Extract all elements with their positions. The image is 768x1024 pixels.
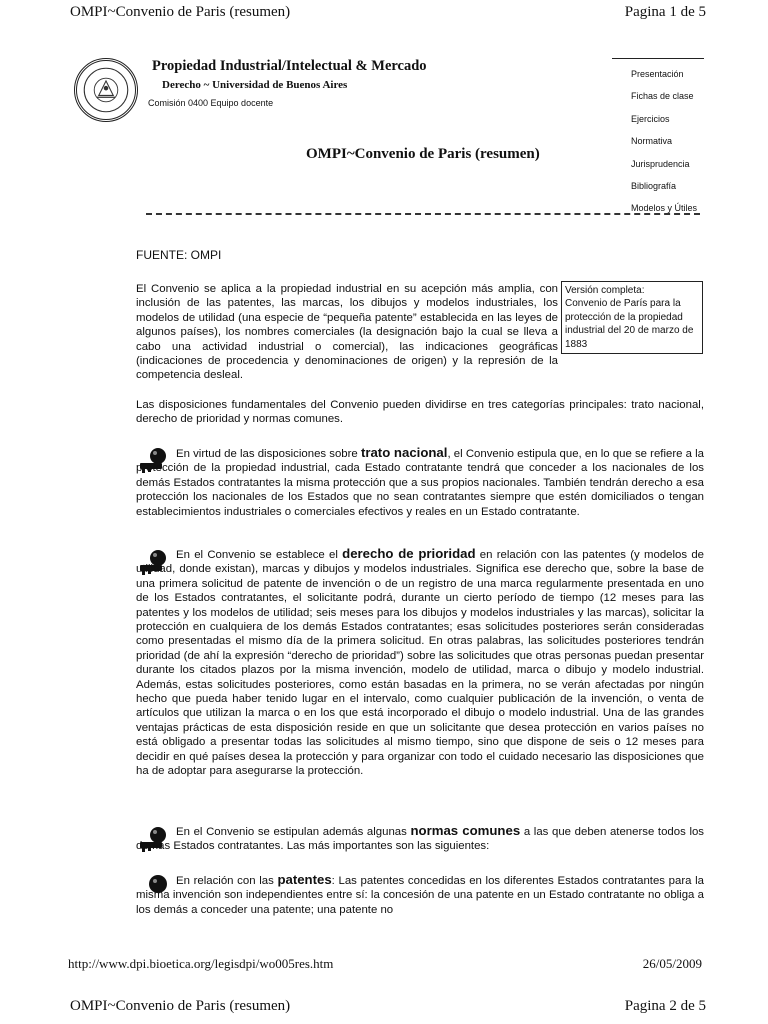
intro-paragraph: El Convenio se aplica a la propiedad industrial en su acepción más amplia, con inclusión de las patentes, las marcas, los dibujos y modelos industriales, los modelos de utilidad (una especie de “pequeña patente” establecida en las leyes de algunos países), los nombres comerciales (la designación bajo la cual se lleva a cabo una actividad industrial o comercial), las indicaciones geográficas (indicaciones de procedencia y denominaciones de origen) y la represión de la competencia desleal. xyxy=(136,283,558,382)
keyword-patentes: patentes xyxy=(277,872,332,887)
nav-item-bibliografia[interactable]: Bibliografía xyxy=(631,180,677,191)
keyword-trato-nacional: trato nacional xyxy=(360,445,448,460)
university-seal-icon xyxy=(74,58,138,122)
nav-item-ejercicios[interactable]: Ejercicios xyxy=(631,113,670,124)
priority-right-paragraph: En el Convenio se establece el derecho de prioridad en relación con las patentes (y modelos de utilidad, donde existan), marcas y dibujos y modelos industriales. Significa ese derecho que, sobre la base de una primera solicitud de patente de invención o de un registro de una marca regularmente presentada en uno de los Estados contratantes, el solicitante podrá, durante un cierto período de tiempo (12 meses para las patentes y los modelos de utilidad; seis meses para los dibujos y modelos industriales y las marcas), solicitar la protección en cualquiera de los demás Estados contratantes; esas solicitudes posteriores serán consideradas como presentadas el mismo día de la primera solicitud. En otras palabras, las solicitudes posteriores tendrán prioridad (de ahí la expresión “derecho de prioridad”) sobre las solicitudes que otras personas puedan presentar durante los citados plazos por la misma invención, modelo de utilidad, marca o dibujo y modelo industrial. Además, estas solicitudes posteriores, como están basadas en la primera, no se verán afectadas por ningún hecho que pueda haber tenido lugar en el intervalo, como cualquier publicación de la invención, o venta de artículos que utilizan la marca o en los que está incorporado el dibujo o modelo industrial. Una de las grandes ventajas prácticas de esta disposición reside en que un solicitante que desea protección en varios países no está obligado a presentar todas las solicitudes al mismo tiempo, sino que dispone de seis o 12 meses para decidir en qué países desea la protección y para organizar con todo el cuidado necesario las disposiciones que ha de adoptar para asegurarse la protección. xyxy=(136,546,704,778)
print-header-page: Pagina 1 de 5 xyxy=(624,4,706,20)
common-rules-paragraph: En el Convenio se estipulan además algunas normas comunes a las que deben atenerse todos los demás Estados contratantes. Las más importantes son las siguientes: xyxy=(136,823,705,853)
callout-label: Versión completa: xyxy=(565,285,645,296)
dashed-divider xyxy=(146,213,700,215)
next-page-header-page: Pagina 2 de 5 xyxy=(624,998,706,1014)
next-page-header-title: OMPI~Convenio de Paris (resumen) xyxy=(70,998,291,1014)
footer-url: http://www.dpi.bioetica.org/legisdpi/wo005res.htm xyxy=(68,956,334,971)
nav-item-modelos-y-utiles[interactable]: Modelos y Útiles xyxy=(631,203,698,214)
nav-item-fichas-de-clase[interactable]: Fichas de clase xyxy=(631,91,694,102)
callout-link[interactable]: Convenio de París para la protección de la propiedad industrial del 20 de marzo de 1883 xyxy=(565,298,694,350)
site-team: Comisión 0400 Equipo docente xyxy=(148,98,274,108)
full-version-callout[interactable] xyxy=(561,281,703,354)
document-title: OMPI~Convenio de Paris (resumen) xyxy=(306,146,540,162)
footer-date: 26/05/2009 xyxy=(642,956,702,971)
national-treatment-paragraph: En virtud de las disposiciones sobre trato nacional, el Convenio estipula que, en lo que se refiere a la protección de la propiedad industrial, cada Estado contratante tendrá que conceder a los nacionales de los demás Estados contratantes la misma protección que a sus propios nacionales. También tendrán derecho a esa protección los nacionales de los Estados que no sean contratantes siempre que estén domiciliados o tengan establecimientos industriales o comerciales efectivos y reales en un Estado contratante. xyxy=(136,445,704,518)
patents-paragraph: En relación con las patentes: Las patentes concedidas en los diferentes Estados contratantes para la misma invención son independientes entre sí: la concesión de una patente en un Estado contratante no obliga a los demás a conceder una patente; una patente no xyxy=(136,872,704,916)
nav-item-presentacion[interactable]: Presentación xyxy=(631,69,684,79)
site-title: Propiedad Industrial/Intelectual & Mercado xyxy=(152,58,427,74)
site-subtitle: Derecho ~ Universidad de Buenos Aires xyxy=(162,79,348,91)
keyword-normas-comunes: normas comunes xyxy=(410,823,521,838)
keyword-derecho-de-prioridad: derecho de prioridad xyxy=(342,546,476,561)
source-label: FUENTE: OMPI xyxy=(136,248,222,262)
nav-item-normativa[interactable]: Normativa xyxy=(631,136,673,147)
print-header-title: OMPI~Convenio de Paris (resumen) xyxy=(70,4,291,20)
categories-paragraph: Las disposiciones fundamentales del Convenio pueden dividirse en tres categorías principales: trato nacional, derecho de prioridad y normas comunes. xyxy=(136,399,704,426)
site-navigation xyxy=(612,58,704,220)
nav-item-jurisprudencia[interactable]: Jurisprudencia xyxy=(631,158,690,169)
